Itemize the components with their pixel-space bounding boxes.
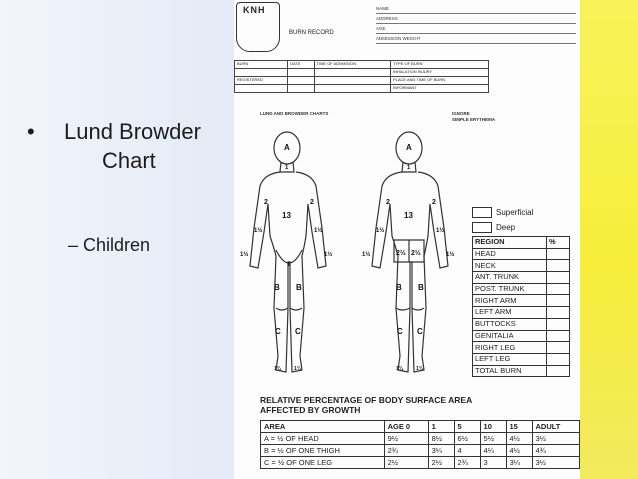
label-front-foot-left: 1¾: [274, 366, 281, 372]
growth-header: AREA: [261, 421, 385, 433]
chart-note: IGNORE SIMPLE ERYTHEMA: [452, 111, 496, 122]
region-name: GENITALIA: [473, 330, 547, 342]
label-front-genital: 1: [287, 262, 291, 268]
growth-title-line1: RELATIVE PERCENTAGE OF BODY SURFACE AREA: [260, 395, 473, 405]
label-back-thigh-left: B: [396, 283, 402, 292]
hospital-logo: [236, 2, 280, 52]
growth-cell: 2¾: [454, 457, 480, 469]
growth-cell: 3½: [532, 457, 580, 469]
region-name: LEFT LEG: [473, 353, 547, 365]
form-cell: [288, 77, 314, 85]
form-cell: [235, 85, 288, 93]
percent-header: %: [547, 237, 570, 249]
region-percent[interactable]: [547, 260, 570, 272]
growth-header: 10: [480, 421, 506, 433]
form-cell: [288, 69, 314, 77]
growth-header: ADULT: [532, 421, 580, 433]
label-back-arm-right: 1½: [436, 228, 445, 234]
label-back-leg-right: C: [417, 327, 423, 336]
growth-cell: 5½: [480, 433, 506, 445]
label-front-thigh-left: B: [274, 283, 280, 292]
form-cell: BURN: [235, 61, 288, 69]
label-back-hand-right: 1½: [446, 252, 455, 258]
region-name: RIGHT LEG: [473, 342, 547, 354]
label-front-side-right: 2: [310, 199, 314, 206]
region-name: RIGHT ARM: [473, 295, 547, 307]
patient-info-fields: [376, 4, 576, 44]
body-diagrams: [234, 128, 472, 390]
region-percent[interactable]: [547, 295, 570, 307]
legend-swatch-superficial: [472, 207, 492, 218]
growth-header: 5: [454, 421, 480, 433]
form-title: BURN RECORD: [289, 30, 334, 36]
label-front-foot-right: 1¾: [294, 366, 301, 372]
label-buttock-left: 2½: [396, 250, 406, 257]
region-name: POST. TRUNK: [473, 283, 547, 295]
growth-cell: 3¼: [506, 457, 532, 469]
info-field: AGE: [376, 24, 576, 34]
label-back-neck: 1: [407, 165, 411, 171]
info-field: ADDRESS: [376, 14, 576, 24]
label-buttock-right: 2½: [411, 250, 421, 257]
region-name: LEFT ARM: [473, 307, 547, 319]
region-name: HEAD: [473, 248, 547, 260]
growth-cell: B = ½ OF ONE THIGH: [261, 445, 385, 457]
label-front-arm-left: 1½: [254, 228, 263, 234]
label-front-trunk: 13: [282, 211, 291, 220]
region-percent[interactable]: [547, 353, 570, 365]
label-back-thigh-right: B: [418, 283, 424, 292]
legend-swatch-deep: [472, 222, 492, 233]
growth-cell: C = ½ OF ONE LEG: [261, 457, 385, 469]
label-front-head: A: [284, 143, 290, 152]
growth-title: [260, 395, 472, 415]
region-percent[interactable]: [547, 318, 570, 330]
form-cell: DATE: [288, 61, 314, 69]
growth-header: 15: [506, 421, 532, 433]
growth-header: 1: [428, 421, 454, 433]
growth-header: AGE 0: [384, 421, 428, 433]
form-cell: REGISTERED: [235, 77, 288, 85]
region-percent[interactable]: [547, 342, 570, 354]
region-percent[interactable]: [547, 272, 570, 284]
region-percent[interactable]: [547, 248, 570, 260]
growth-cell: 6½: [454, 433, 480, 445]
label-back-trunk: 13: [404, 211, 413, 220]
growth-cell: 3: [480, 457, 506, 469]
growth-cell: 3½: [532, 433, 580, 445]
form-cell: TIME OF ADMISSION: [314, 61, 390, 69]
label-back-arm-left: 1½: [376, 228, 385, 234]
label-back-leg-left: C: [397, 327, 403, 336]
legend-label-superficial: Superficial: [496, 208, 534, 217]
form-cell: PLACE AND TIME OF BURN: [390, 77, 488, 85]
legend-label-deep: Deep: [496, 223, 516, 232]
label-front-hand-right: 1½: [324, 252, 333, 258]
region-name: BUTTOCKS: [473, 318, 547, 330]
growth-cell: 4½: [506, 433, 532, 445]
label-front-side-left: 2: [264, 199, 268, 206]
growth-title-line2: AFFECTED BY GROWTH: [260, 405, 361, 415]
label-front-hand-left: 1½: [240, 252, 249, 258]
region-percent[interactable]: [547, 307, 570, 319]
growth-cell: 4½: [506, 445, 532, 457]
region-percent[interactable]: [547, 283, 570, 295]
growth-cell: 8½: [428, 433, 454, 445]
form-cell: [314, 69, 390, 77]
burn-record-document: [234, 0, 580, 479]
info-field: ADMISSION WEIGHT: [376, 34, 576, 44]
growth-cell: 4¼: [480, 445, 506, 457]
label-back-head: A: [406, 143, 412, 152]
form-cell: [288, 85, 314, 93]
region-table: [472, 236, 570, 377]
growth-cell: 4¾: [532, 445, 580, 457]
chart-title: LUND AND BROWDER CHARTS: [260, 111, 329, 116]
burn-header-table: [234, 60, 489, 93]
label-front-leg-left: C: [275, 327, 281, 336]
form-cell: INFORMANT: [390, 85, 488, 93]
region-percent[interactable]: [547, 365, 570, 377]
region-name: ANT. TRUNK: [473, 272, 547, 284]
form-cell: INHALATION INJURY: [390, 69, 488, 77]
growth-table: [260, 420, 580, 469]
label-front-thigh-right: B: [296, 283, 302, 292]
info-field: NAME: [376, 4, 576, 14]
region-percent[interactable]: [547, 330, 570, 342]
label-front-arm-right: 1½: [314, 228, 323, 234]
label-back-side-right: 2: [432, 199, 436, 206]
bullet-text-line2: Chart: [102, 148, 156, 173]
sub-bullet: – Children: [68, 235, 151, 255]
form-cell: [314, 77, 390, 85]
growth-cell: 3¼: [428, 445, 454, 457]
form-cell: [314, 85, 390, 93]
form-cell: [235, 69, 288, 77]
label-back-hand-left: 1½: [362, 252, 371, 258]
form-cell: TYPE OF BURN: [390, 61, 488, 69]
growth-cell: 2½: [384, 457, 428, 469]
region-name: TOTAL BURN: [473, 365, 547, 377]
growth-cell: 9½: [384, 433, 428, 445]
bullet-text-line1: Lund Browder: [64, 119, 201, 144]
logo-text: KNH: [243, 5, 266, 15]
label-front-neck: 1: [285, 165, 289, 171]
growth-cell: 2½: [428, 457, 454, 469]
growth-cell: 2¾: [384, 445, 428, 457]
region-name: NECK: [473, 260, 547, 272]
label-back-foot-right: 1¾: [416, 366, 423, 372]
label-front-leg-right: C: [295, 327, 301, 336]
bullet-dot: •: [27, 119, 35, 144]
label-back-foot-left: 1¾: [396, 366, 403, 372]
growth-cell: 4: [454, 445, 480, 457]
growth-cell: A = ½ OF HEAD: [261, 433, 385, 445]
label-back-side-left: 2: [386, 199, 390, 206]
region-header: REGION: [473, 237, 547, 249]
accent-strip: [580, 0, 638, 479]
